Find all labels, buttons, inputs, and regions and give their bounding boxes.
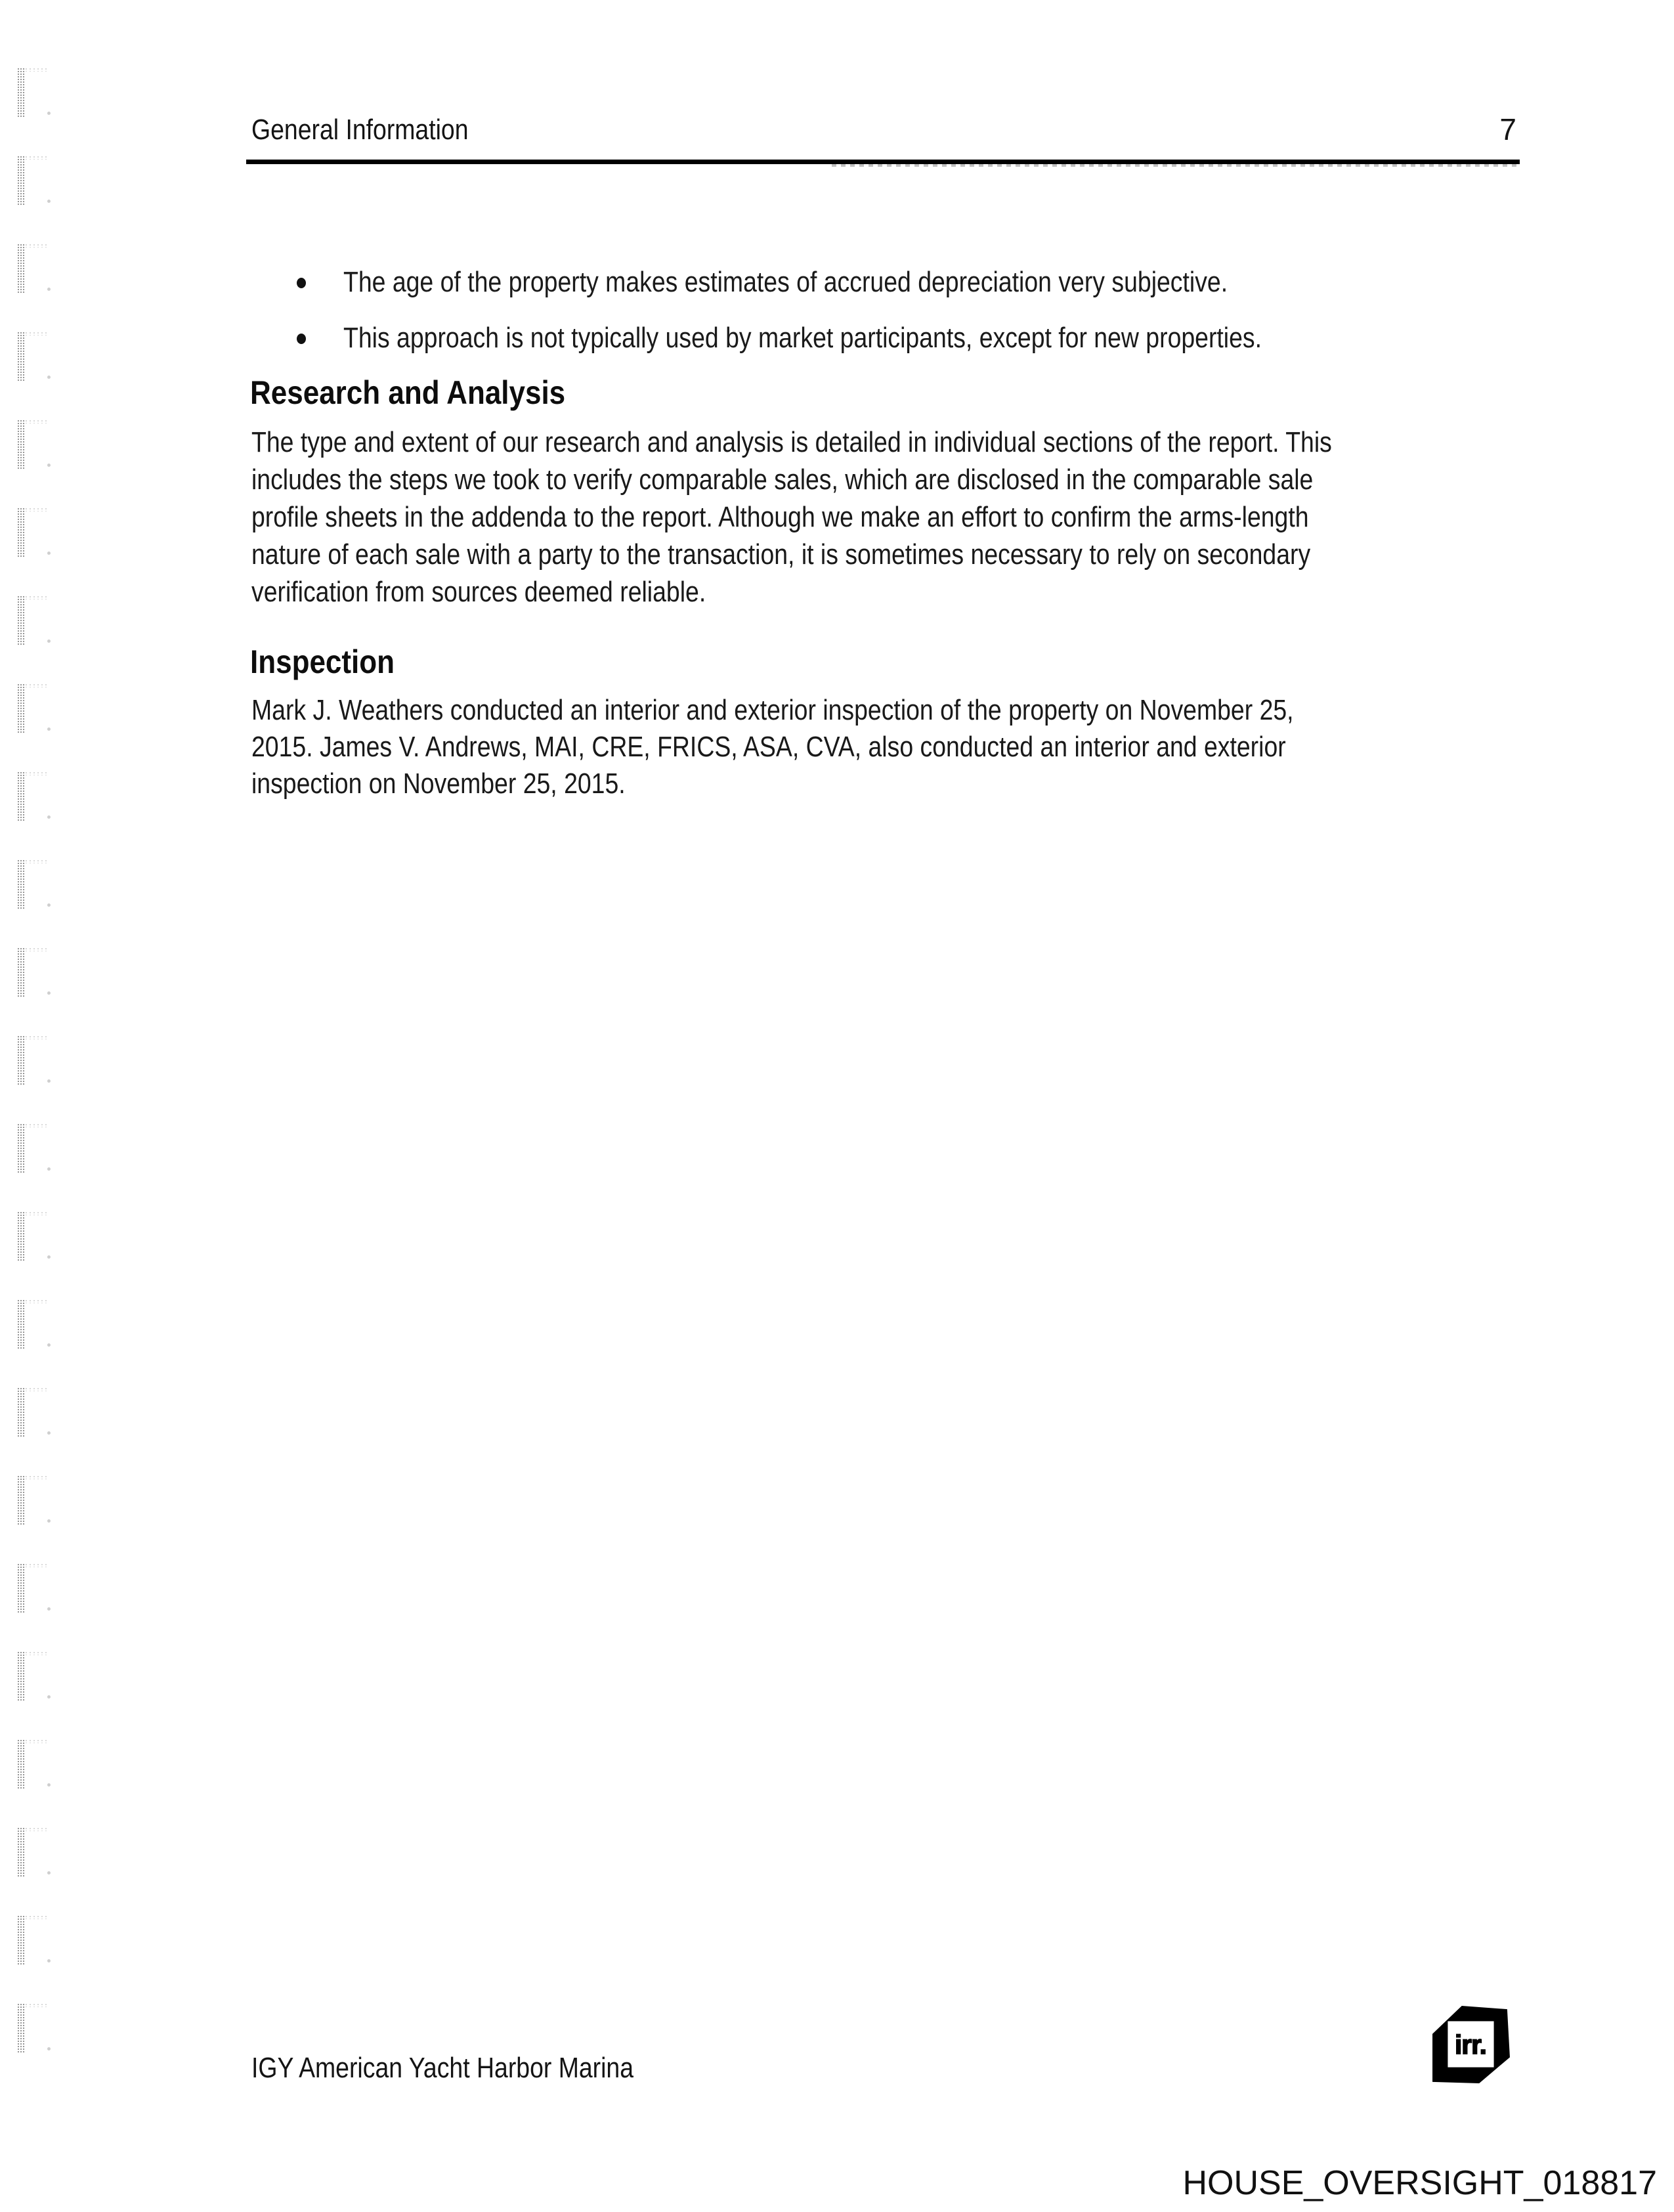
paragraph-line: The type and extent of our research and analysis is detailed in individual sections of the report. This bbox=[251, 426, 1332, 458]
bullet-text: The age of the property makes estimates of accrued depreciation very subjective. bbox=[343, 266, 1228, 298]
binder-hole-mark bbox=[17, 1827, 26, 1877]
binder-hole-mark bbox=[17, 244, 26, 293]
binder-hole-mark bbox=[17, 683, 26, 733]
bates-stamp: HOUSE_OVERSIGHT_018817 bbox=[1182, 2164, 1657, 2202]
bullet-dot-icon bbox=[297, 334, 306, 344]
binder-hole-mark bbox=[17, 508, 26, 557]
page-number: 7 bbox=[1499, 112, 1516, 146]
paragraph-line: profile sheets in the addenda to the report. Although we make an effort to confirm the arms-length bbox=[251, 501, 1309, 533]
header-rule bbox=[246, 160, 1520, 164]
binder-hole-mark bbox=[17, 596, 26, 645]
irr-cube-logo-icon bbox=[1431, 2005, 1511, 2085]
paragraph-line: Mark J. Weathers conducted an interior and exterior inspection of the property on November 25, bbox=[251, 694, 1294, 726]
binder-hole-mark bbox=[17, 1739, 26, 1789]
paragraph-line: 2015. James V. Andrews, MAI, CRE, FRICS, ASA, CVA, also conducted an interior and exterior bbox=[251, 731, 1286, 763]
binder-hole-mark bbox=[17, 156, 26, 206]
paragraph-line: includes the steps we took to verify comparable sales, which are disclosed in the comparable sale bbox=[251, 464, 1314, 496]
binder-hole-mark bbox=[17, 1651, 26, 1701]
binder-hole-mark bbox=[17, 1299, 26, 1349]
binder-hole-mark bbox=[17, 1915, 26, 1965]
binder-hole-mark bbox=[17, 1563, 26, 1613]
paragraph-line: nature of each sale with a party to the transaction, it is sometimes necessary to rely on secondary bbox=[251, 538, 1311, 571]
binder-hole-mark bbox=[17, 2003, 26, 2053]
footer-project-name: IGY American Yacht Harbor Marina bbox=[251, 2052, 634, 2084]
irr-logo-text: irr. bbox=[1455, 2029, 1486, 2060]
binder-hole-mark bbox=[17, 1387, 26, 1437]
binder-hole-mark bbox=[17, 947, 26, 997]
binder-hole-mark bbox=[17, 859, 26, 909]
paragraph-line: verification from sources deemed reliable. bbox=[251, 576, 706, 608]
paragraph-line: inspection on November 25, 2015. bbox=[251, 768, 626, 800]
header-title: General Information bbox=[251, 114, 469, 146]
section-heading-inspection: Inspection bbox=[250, 643, 395, 680]
binder-hole-mark bbox=[17, 420, 26, 469]
section-heading-research-and-analysis: Research and Analysis bbox=[250, 374, 566, 411]
research-paragraph bbox=[251, 423, 1522, 611]
binder-hole-mark bbox=[17, 332, 26, 381]
binder-hole-mark bbox=[17, 68, 26, 118]
binder-hole-mark bbox=[17, 1211, 26, 1261]
inspection-paragraph bbox=[251, 692, 1478, 802]
binder-hole-mark bbox=[17, 1123, 26, 1173]
binder-hole-mark bbox=[17, 771, 26, 821]
binder-hole-mark bbox=[17, 1475, 26, 1525]
bullet-dot-icon bbox=[297, 278, 306, 288]
bullet-text: This approach is not typically used by market participants, except for new properties. bbox=[343, 322, 1262, 354]
binder-hole-mark bbox=[17, 1035, 26, 1085]
